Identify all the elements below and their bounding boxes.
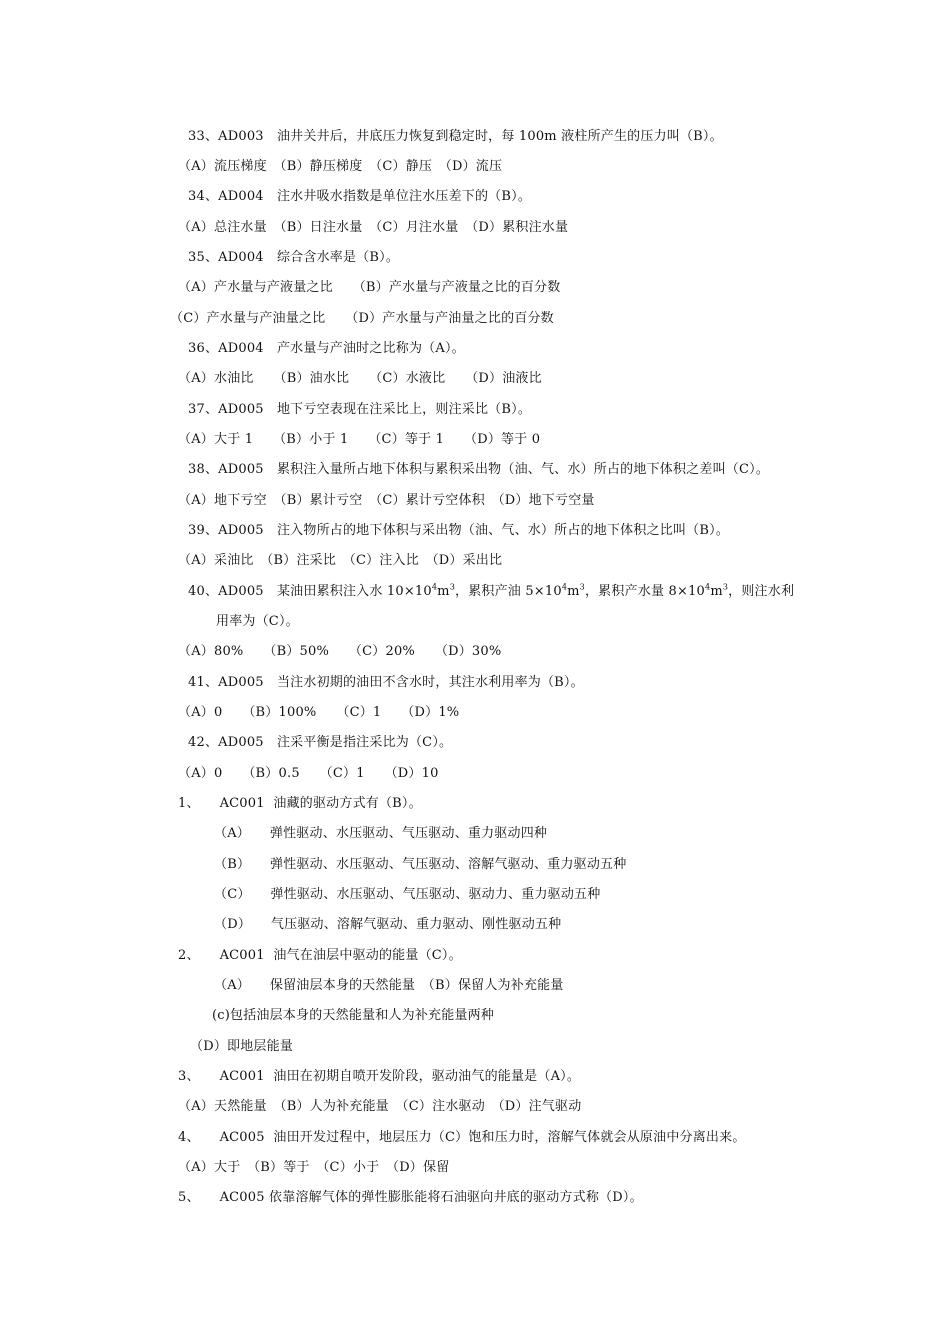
option-1d: （D） 气压驱动、溶解气驱动、重力驱动、刚性驱动五种 bbox=[214, 917, 562, 932]
question-40: 40、AD005 某油田累积注入水 $10\times 10^4m^3$，累积产油 $5\times 10^4m^3$，累积产水量 $8\times 10^4m^3$，则注水利 bbox=[188, 582, 795, 599]
question-37: 37、AD005 地下亏空表现在注采比上，则注采比（B）。 bbox=[188, 402, 532, 417]
question-38: 38、AD005 累积注入量所占地下体积与累积采出物（油、气、水）所占的地下体积之差叫（C）。 bbox=[188, 462, 770, 477]
options-3: （A）天然能量 （B）人为补充能量 （C）注水驱动 （D）注气驱动 bbox=[178, 1099, 582, 1114]
options-33: （A）流压梯度 （B）静压梯度 （C）静压 （D）流压 bbox=[178, 159, 503, 174]
question-36: 36、AD004 产水量与产油时之比称为（A）。 bbox=[188, 341, 465, 356]
option-1b: （B） 弹性驱动、水压驱动、气压驱动、溶解气驱动、重力驱动五种 bbox=[214, 857, 627, 872]
option-1a: （A） 弹性驱动、水压驱动、气压驱动、重力驱动四种 bbox=[214, 826, 548, 841]
question-4: 4、 AC005 油田开发过程中，地层压力（C）饱和压力时，溶解气体就会从原油中分离出来。 bbox=[178, 1130, 746, 1145]
options-38: （A）地下亏空 （B）累计亏空 （C）累计亏空体积 （D）地下亏空量 bbox=[178, 493, 595, 508]
question-41: 41、AD005 当注水初期的油田不含水时，其注水利用率为（B）。 bbox=[188, 675, 584, 690]
option-2d: （D）即地层能量 bbox=[190, 1039, 294, 1054]
options-35-ab: （A）产水量与产液量之比 （B）产水量与产液量之比的百分数 bbox=[178, 280, 561, 295]
question-40-continued: 用率为（C）。 bbox=[216, 614, 299, 629]
option-1c: （C） 弹性驱动、水压驱动、气压驱动、驱动力、重力驱动五种 bbox=[214, 887, 601, 902]
question-1: 1、 AC001 油藏的驱动方式有（B）。 bbox=[178, 796, 422, 811]
question-35: 35、AD004 综合含水率是（B）。 bbox=[188, 250, 400, 265]
options-40: （A）80% （B）50% （C）20% （D）30% bbox=[178, 644, 502, 659]
question-5: 5、 AC005 依靠溶解气体的弹性膨胀能将石油驱向井底的驱动方式称（D）。 bbox=[178, 1190, 643, 1205]
options-41: （A）0 （B）100% （C）1 （D）1% bbox=[178, 705, 460, 720]
options-4: （A）大于 （B）等于 （C）小于 （D）保留 bbox=[178, 1160, 450, 1175]
question-33: 33、AD003 油井关井后，井底压力恢复到稳定时，每 100m 液柱所产生的压力叫（B）。 bbox=[188, 129, 723, 144]
options-34: （A）总注水量 （B）日注水量 （C）月注水量 （D）累积注水量 bbox=[178, 220, 569, 235]
options-36: （A）水油比 （B）油水比 （C）水液比 （D）油液比 bbox=[178, 371, 542, 386]
options-35-cd: （C）产水量与产油量之比 （D）产水量与产油量之比的百分数 bbox=[170, 311, 554, 326]
options-42: （A）0 （B）0.5 （C）1 （D）10 bbox=[178, 766, 439, 781]
options-39: （A）采油比 （B）注采比 （C）注入比 （D）采出比 bbox=[178, 553, 503, 568]
options-37: （A）大于 1 （B）小于 1 （C）等于 1 （D）等于 0 bbox=[178, 432, 541, 447]
question-39: 39、AD005 注入物所占的地下体积与采出物（油、气、水）所占的地下体积之比叫（B）。 bbox=[188, 523, 730, 538]
question-34: 34、AD004 注水井吸水指数是单位注水压差下的（B）。 bbox=[188, 189, 532, 204]
question-42: 42、AD005 注采平衡是指注采比为（C）。 bbox=[188, 735, 453, 750]
question-2: 2、 AC001 油气在油层中驱动的能量（C）。 bbox=[178, 948, 462, 963]
options-2-ab: （A） 保留油层本身的天然能量 （B）保留人为补充能量 bbox=[214, 978, 564, 993]
option-2c: (c)包括油层本身的天然能量和人为补充能量两种 bbox=[212, 1008, 495, 1023]
question-3: 3、 AC001 油田在初期自喷开发阶段，驱动油气的能量是（A）。 bbox=[178, 1069, 581, 1084]
